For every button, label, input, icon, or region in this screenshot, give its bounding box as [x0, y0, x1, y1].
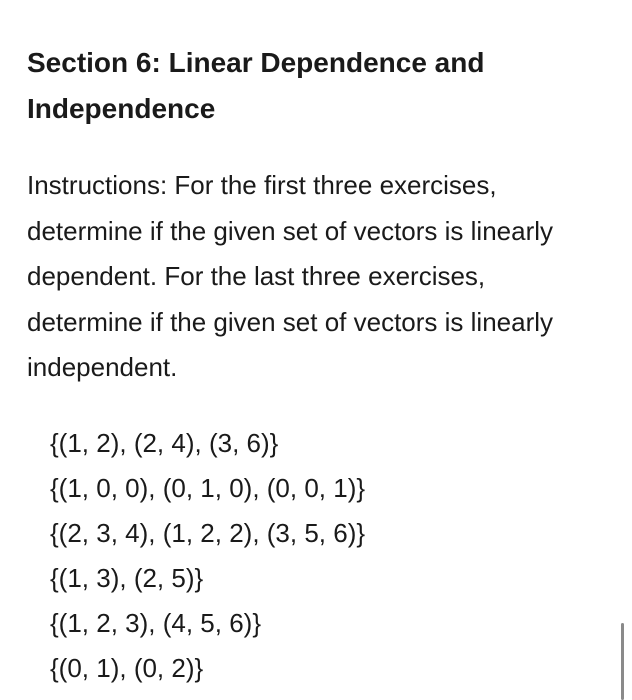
section-title: Section 6: Linear Dependence and Independence	[27, 47, 485, 124]
exercise-6: {(0, 1), (0, 2)}	[50, 653, 204, 683]
exercise-list	[50, 421, 365, 691]
exercise-3: {(2, 3, 4), (1, 2, 2), (3, 5, 6)}	[50, 518, 366, 548]
exercise-1: {(1, 2), (2, 4), (3, 6)}	[50, 428, 279, 458]
exercise-5: {(1, 2, 3), (4, 5, 6)}	[50, 608, 261, 638]
instructions-paragraph: Instructions: For the first three exercises, determine if the given set of vectors is linearly dependent. For the last three exercises, determine if the given set of vectors is linearly independent.	[27, 170, 554, 382]
scrollbar-thumb[interactable]	[621, 623, 624, 700]
exercise-4: {(1, 3), (2, 5)}	[50, 563, 204, 593]
exercise-2: {(1, 0, 0), (0, 1, 0), (0, 0, 1)}	[50, 473, 366, 503]
